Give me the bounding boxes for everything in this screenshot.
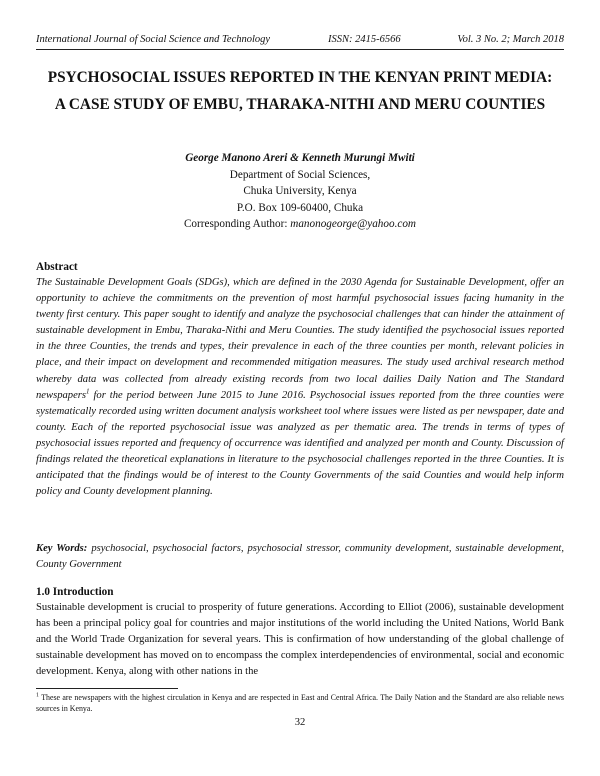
keywords-label: Key Words	[36, 543, 84, 554]
abstract-part-1: The Sustainable Development Goals (SDGs), which are defined in the 2030 Agenda for Sustainable Development, offer an opportunity to achieve the commitments on the prevention of most harmful psychosocial issues facing humanity in the twenty first century. This paper sought to identify and analyze the psychosocial challenges that can hinder the attainment of sustainable development in Embu, Tharaka-Nithi and Meru Counties. The study identified the psychosocial issues reported in the three Counties, the trends and types, their prevalence in each of the three counties per month, relevant policies in place, and their impact on development and recommended mitigation measures. The study used archival research method whereby data was collected from already existing records from two local dailies Daily Nation and The Standard newspapers	[36, 277, 564, 401]
corresponding-label: Corresponding Author:	[183, 218, 291, 230]
author-university: Chuka University, Kenya	[243, 185, 357, 197]
author-names: George Manono Areri & Kenneth Murungi Mwiti	[185, 152, 415, 164]
abstract-heading: Abstract	[36, 261, 78, 273]
running-header	[36, 34, 564, 48]
footnote-ref: 1	[86, 387, 90, 396]
author-block	[70, 150, 530, 233]
title-line-2: A CASE STUDY OF EMBU, THARAKA-NITHI AND MERU COUNTIES	[54, 96, 546, 113]
title-line-1: PSYCHOSOCIAL ISSUES REPORTED IN THE KENYAN PRINT MEDIA:	[47, 69, 553, 86]
author-address: P.O. Box 109-60400, Chuka	[236, 201, 364, 214]
paper-title	[30, 64, 570, 118]
footnote	[36, 692, 564, 714]
introduction-text: Sustainable development is crucial to prosperity of future generations. According to Elliot (2006), sustainable development has been a principal policy goal for countries and major institutions of the world including the United Nations, World Bank and the World Trade Organization for several years. This is confirmation of how understanding of the global challenge of sustainable development has moved on to encompass the complex interdependencies of environmental, social and economic development. Kenya, along with other nations in the	[36, 602, 564, 678]
volume-info: Vol. 3 No. 2; March 2018	[457, 34, 564, 45]
keywords-colon: :	[83, 543, 92, 554]
keywords	[36, 541, 564, 573]
header-divider	[36, 49, 564, 50]
author-department: Department of Social Sciences,	[229, 168, 371, 181]
footnote-divider	[36, 688, 178, 689]
keywords-text: psychosocial, psychosocial factors, psychosocial stressor, community development, sustainable development, County Government	[36, 543, 564, 571]
journal-name: International Journal of Social Science and Technology	[36, 34, 271, 45]
introduction-heading: 1.0 Introduction	[36, 586, 114, 598]
issn: ISSN: 2415-6566	[328, 34, 401, 45]
abstract-text	[36, 275, 564, 500]
footnote-marker: 1	[36, 692, 39, 699]
abstract-part-2: for the period between June 2015 to June 2016. Psychosocial issues reported from the three counties were systematically recorded using written document analysis worksheet tool where issues were listed as per newspaper, date and county. Each of the reported psychosocial issue was analyzed as per thematic area. The trends in terms of types of psychosocial issues reported and frequency of occurrence was identified and analyzed per month and County. Discussion of findings related the theoretical explanations in literature to the psychosocial challenges reported in the three Counties. It is anticipated that the findings would be of interest to the County Governments of the said Counties and would help inform policy and County development planning.	[36, 389, 564, 498]
footnote-text: These are newspapers with the highest circulation in Kenya and are respected in East and Central Africa. The Daily Nation and the Standard are also reliable news sources in Kenya.	[36, 693, 564, 714]
author-email: manonogeorge@yahoo.com	[290, 218, 417, 230]
page-number: 32	[294, 717, 306, 728]
corresponding-author	[70, 216, 530, 233]
